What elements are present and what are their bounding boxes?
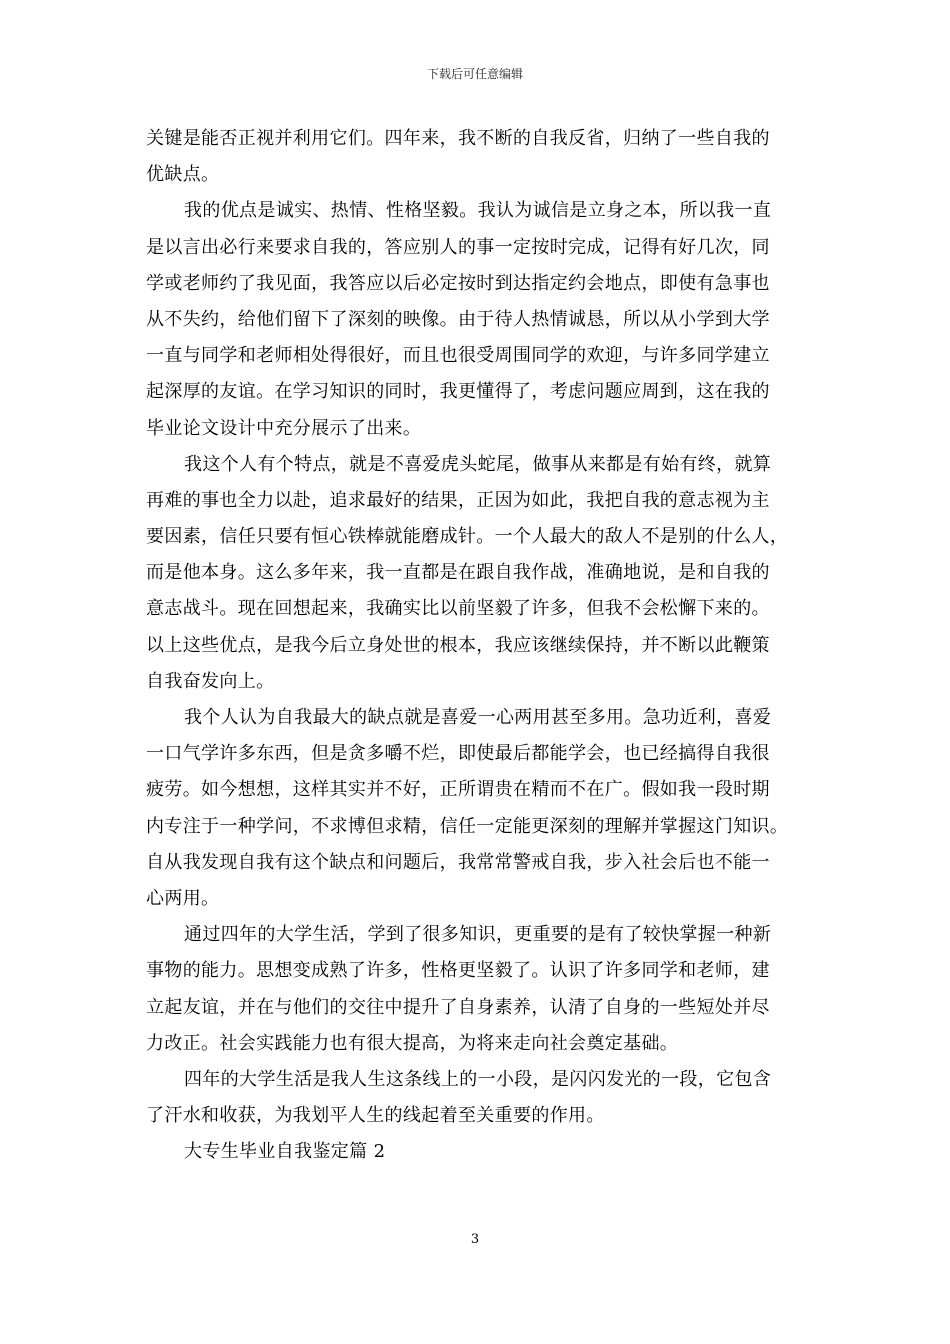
body-line: 一直与同学和老师相处得很好，而且也很受周围同学的欢迎，与许多同学建立: [146, 345, 770, 367]
page-header: 下载后可任意编辑: [426, 67, 523, 81]
body-line: 自我奋发向上。: [146, 670, 275, 692]
body-line: 一口气学许多东西，但是贪多嚼不烂，即使最后都能学会，也已经搞得自我很: [146, 743, 770, 765]
body-line: 以上这些优点，是我今后立身处世的根本，我应该继续保持，并不断以此鞭策: [146, 634, 770, 656]
body-line: 事物的能力。思想变成熟了许多，性格更坚毅了。认识了许多同学和老师，建: [146, 960, 770, 982]
body-line: 从不失约，给他们留下了深刻的映像。由于待人热情诚恳，所以从小学到大学: [146, 308, 770, 330]
paragraph-start-line: 我个人认为自我最大的缺点就是喜爱一心两用甚至多用。急功近利，喜爱: [184, 707, 772, 728]
section-heading: 大专生毕业自我鉴定篇 2: [184, 1141, 386, 1163]
body-line: 是以言出必行来要求自我的，答应别人的事一定按时完成，记得有好几次，同: [146, 236, 770, 258]
body-line: 力改正。社会实践能力也有很大提高，为将来走向社会奠定基础。: [146, 1032, 679, 1054]
body-line: 疲劳。如今想想，这样其实并不好，正所谓贵在精而不在广。假如我一段时期: [146, 779, 770, 801]
page-number: 3: [470, 1232, 480, 1247]
body-line: 起深厚的友谊。在学习知识的同时，我更懂得了，考虑问题应周到，这在我的: [146, 381, 770, 403]
body-line: 学或老师约了我见面，我答应以后必定按时到达指定约会地点，即使有急事也: [146, 272, 770, 294]
body-line: 毕业论文设计中充分展示了出来。: [146, 417, 422, 439]
paragraph-start-line: 通过四年的大学生活，学到了很多知识，更重要的是有了较快掌握一种新: [184, 924, 772, 946]
body-line: 要因素，信任只要有恒心铁棒就能磨成针。一个人最大的敌人不是别的什么人，: [146, 526, 789, 548]
body-line: 立起友谊，并在与他们的交往中提升了自身素养，认清了自身的一些短处并尽: [146, 996, 770, 1018]
body-line: 再难的事也全力以赴，追求最好的结果，正因为如此，我把自我的意志视为主: [146, 489, 770, 511]
body-line: 自从我发现自我有这个缺点和问题后，我常常警戒自我，步入社会后也不能一: [146, 851, 770, 873]
body-line: 而是他本身。这么多年来，我一直都是在跟自我作战，准确地说，是和自我的: [146, 562, 770, 584]
paragraph-start-line: 我这个人有个特点，就是不喜爱虎头蛇尾，做事从来都是有始有终，就算: [184, 453, 772, 475]
body-line: 优缺点。: [146, 164, 220, 186]
body-line: 关键是能否正视并利用它们。四年来，我不断的自我反省，归纳了一些自我的: [146, 128, 770, 149]
body-line: 意志战斗。现在回想起来，我确实比以前坚毅了许多，但我不会松懈下来的。: [146, 598, 770, 620]
paragraph-start-line: 四年的大学生活是我人生这条线上的一小段，是闪闪发光的一段，它包含: [184, 1068, 772, 1090]
body-line: 心两用。: [146, 887, 220, 909]
body-line: 内专注于一种学问，不求博但求精，信任一定能更深刻的理解并掌握这门知识。: [146, 815, 789, 837]
document-body: [146, 121, 812, 1170]
paragraph-start-line: 我的优点是诚实、热情、性格坚毅。我认为诚信是立身之本，所以我一直: [184, 200, 772, 222]
body-line: 了汗水和收获，为我划平人生的线起着至关重要的作用。: [146, 1105, 605, 1127]
